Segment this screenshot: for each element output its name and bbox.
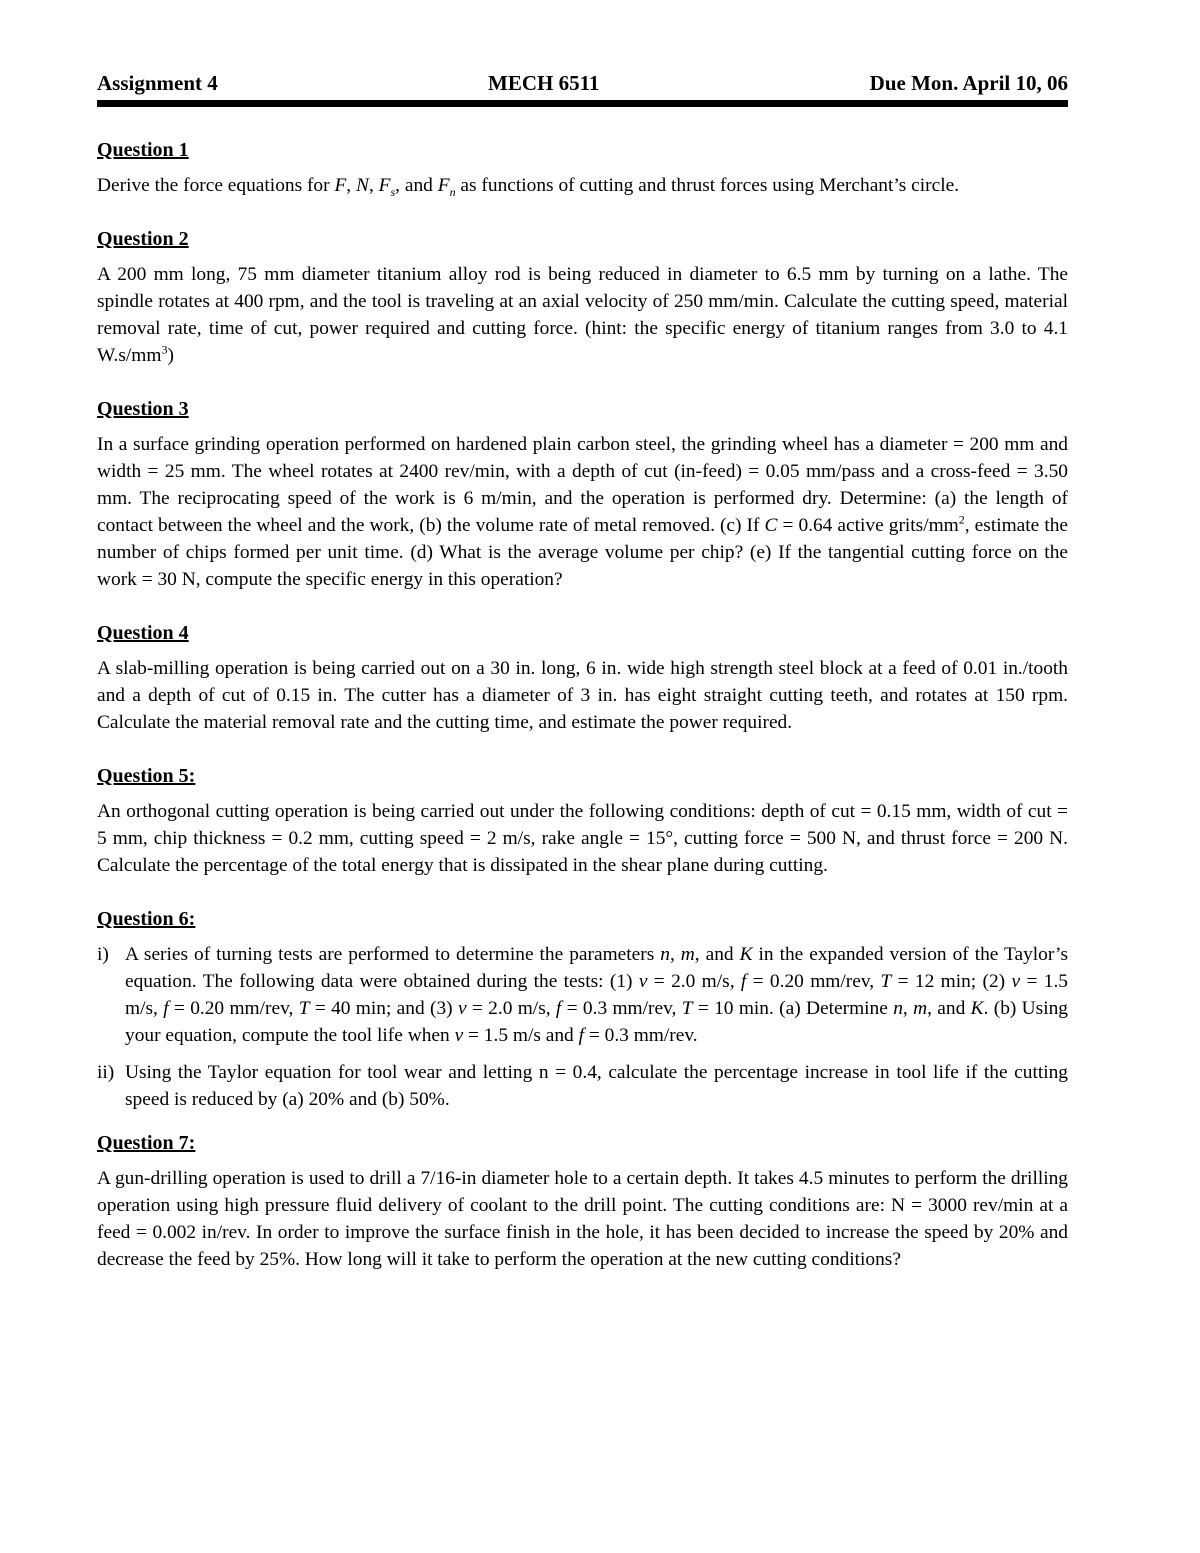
- question-text: A slab-milling operation is being carried out on a 30 in. long, 6 in. wide high strength steel block at a feed of 0.01 in./tooth and a depth of cut of 0.15 in. The cutter has a diameter of 3 in. has eight straight cutting teeth, and rotates at 150 rpm. Calculate the material removal rate and the cutting time, and estimate the power required.: [97, 658, 1068, 733]
- question-title: Question 2: [97, 228, 189, 250]
- question-6-part-i: [97, 941, 1068, 1049]
- question-title: Question 3: [97, 398, 189, 420]
- due-date: Due Mon. April 10, 06: [869, 71, 1068, 95]
- question-6-part-ii: [97, 1059, 1068, 1113]
- question-title: Question 1: [97, 139, 189, 161]
- question-5: [97, 764, 1068, 879]
- question-title: Question 5:: [97, 765, 196, 787]
- question-title: Question 6:: [97, 908, 196, 930]
- part-text: A series of turning tests are performed to determine the parameters n, m, and K in the expanded version of the Taylor’s equation. The following data were obtained during the tests: (1) v = 2.0 m/s, f = 0.20 mm/rev, T = 12 min; (2) v = 1.5 m/s, f = 0.20 mm/rev, T = 40 min; and (3) v = 2.0 m/s, f = 0.3 mm/rev, T = 10 min. (a) Determine n, m, and K. (b) Using your equation, compute the tool life when v = 1.5 m/s and f = 0.3 mm/rev.: [125, 944, 1069, 1046]
- question-text: An orthogonal cutting operation is being carried out under the following conditions: depth of cut = 0.15 mm, width of cut = 5 mm, chip thickness = 0.2 mm, cutting speed = 2 m/s, rake angle = 15°, cutting force = 500 N, and thrust force = 200 N. Calculate the percentage of the total energy that is dissipated in the shear plane during cutting.: [97, 801, 1068, 876]
- question-text: Derive the force equations for F, N, $F_s$, and $F_n$ as functions of cutting and thrust forces using Merchant’s circle.: [97, 175, 960, 199]
- part-label: ii): [97, 1062, 115, 1083]
- header-rule: [97, 100, 1068, 107]
- question-text: A 200 mm long, 75 mm diameter titanium alloy rod is being reduced in diameter to 6.5 mm by turning on a lathe. The spindle rotates at 400 rpm, and the tool is traveling at an axial velocity of 250 mm/min. Calculate the cutting speed, material removal rate, time of cut, power required and cutting force. (hint: the specific energy of titanium ranges from 3.0 to 4.1 $W.s/mm^3$): [97, 264, 1068, 366]
- question-title: Question 7:: [97, 1132, 196, 1154]
- question-text: In a surface grinding operation performed on hardened plain carbon steel, the grinding wheel has a diameter = 200 mm and width = 25 mm. The wheel rotates at 2400 rev/min, with a depth of cut (in-feed) = 0.05 mm/pass and a cross-feed = 3.50 mm. The reciprocating speed of the work is 6 m/min, and the operation is performed dry. Determine: (a) the length of contact between the wheel and the work, (b) the volume rate of metal removed. (c) If C = 0.64 active grits/$mm^2$, estimate the number of chips formed per unit time. (d) What is the average volume per chip? (e) If the tangential cutting force on the work = 30 N, compute the specific energy in this operation?: [97, 434, 1069, 590]
- question-title: Question 4: [97, 622, 189, 644]
- course-code: MECH 6511: [488, 71, 600, 95]
- question-3: [97, 397, 1068, 593]
- question-text: A gun-drilling operation is used to drill a 7/16-in diameter hole to a certain depth. It takes 4.5 minutes to perform the drilling operation using high pressure fluid delivery of coolant to the drill point. The cutting conditions are: N = 3000 rev/min at a feed = 0.002 in/rev. In order to improve the surface finish in the hole, it has been decided to increase the speed by 20% and decrease the feed by 25%. How long will it take to perform the operation at the new cutting conditions?: [97, 1168, 1068, 1270]
- question-4: [97, 621, 1068, 736]
- assignment-page: [97, 70, 1068, 1273]
- part-label: i): [97, 944, 109, 965]
- part-text: Using the Taylor equation for tool wear and letting n = 0.4, calculate the percentage increase in tool life if the cutting speed is reduced by (a) 20% and (b) 50%.: [125, 1062, 1068, 1110]
- question-7: [97, 1131, 1068, 1273]
- assignment-number: Assignment 4: [97, 71, 218, 95]
- question-6: [97, 907, 1068, 1113]
- question-2: [97, 227, 1068, 369]
- question-1: [97, 138, 1068, 199]
- page-header: [97, 70, 1068, 98]
